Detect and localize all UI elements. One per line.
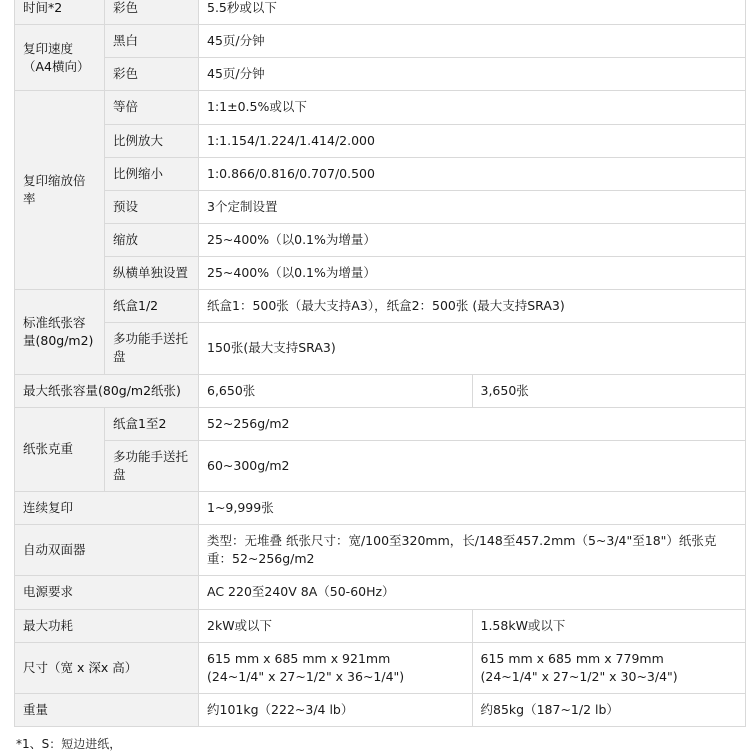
table-row (15, 124, 746, 157)
table-row (15, 693, 746, 726)
row-label-secondary: 彩色 (105, 0, 199, 25)
row-label-primary: 自动双面器 (15, 525, 199, 576)
footnote: *1、S：短边进纸， (16, 737, 122, 751)
row-value: 615 mm x 685 mm x 921mm (24~1/4" x 27~1/2" x 36~1/4") (199, 642, 473, 693)
table-row (15, 576, 746, 609)
row-value: 1:0.866/0.816/0.707/0.500 (199, 157, 746, 190)
row-value-secondary: 1.58kW或以下 (472, 609, 746, 642)
row-value: 25~400%（以0.1%为增量） (199, 257, 746, 290)
row-value-secondary: 约85kg（187~1/2 lb） (472, 693, 746, 726)
row-label-secondary: 预设 (105, 190, 199, 223)
row-value: 1:1±0.5%或以下 (199, 91, 746, 124)
row-label-secondary: 多功能手送托盘 (105, 323, 199, 374)
table-row (15, 440, 746, 491)
row-label-secondary: 等倍 (105, 91, 199, 124)
row-label-primary: 纸张克重 (15, 407, 105, 491)
row-value: 60~300g/m2 (199, 440, 746, 491)
row-label-secondary: 缩放 (105, 223, 199, 256)
row-value: 150张(最大支持SRA3) (199, 323, 746, 374)
table-row (15, 642, 746, 693)
specifications-table (14, 0, 746, 727)
row-value: 6,650张 (199, 374, 473, 407)
row-value: 3个定制设置 (199, 190, 746, 223)
row-value: AC 220至240V 8A（50-60Hz） (199, 576, 746, 609)
row-label-secondary: 纸盒1/2 (105, 290, 199, 323)
row-label-primary: 最大纸张容量(80g/m2纸张) (15, 374, 199, 407)
table-row (15, 157, 746, 190)
table-row (15, 290, 746, 323)
row-value: 45页/分钟 (199, 58, 746, 91)
row-label-secondary: 彩色 (105, 58, 199, 91)
row-value: 1~9,999张 (199, 492, 746, 525)
table-body (15, 0, 746, 727)
row-label-primary: 重量 (15, 693, 199, 726)
row-label-primary: 连续复印 (15, 492, 199, 525)
row-value: 25~400%（以0.1%为增量） (199, 223, 746, 256)
table-row (15, 58, 746, 91)
table-row (15, 525, 746, 576)
table-row (15, 609, 746, 642)
table-row (15, 407, 746, 440)
table-row (15, 91, 746, 124)
row-label-secondary: 多功能手送托盘 (105, 440, 199, 491)
row-value: 1:1.154/1.224/1.414/2.000 (199, 124, 746, 157)
row-label-secondary: 纸盒1至2 (105, 407, 199, 440)
row-label-primary: 标准纸张容 量(80g/m2) (15, 290, 105, 374)
row-label-secondary: 纵横单独设置 (105, 257, 199, 290)
row-label-primary: 电源要求 (15, 576, 199, 609)
row-label-secondary: 比例缩小 (105, 157, 199, 190)
row-label-primary: 尺寸（宽 x 深x 高） (15, 642, 199, 693)
table-row (15, 374, 746, 407)
row-value: 纸盒1：500张（最大支持A3），纸盒2：500张 (最大支持SRA3) (199, 290, 746, 323)
row-value-secondary: 3,650张 (472, 374, 746, 407)
row-label-secondary: 黑白 (105, 25, 199, 58)
table-row (15, 492, 746, 525)
row-label-primary: 复印缩放倍率 (15, 91, 105, 290)
row-value: 类型：无堆叠 纸张尺寸：宽/100至320mm，长/148至457.2mm（5~3/4"至18"）纸张克重：52~256g/m2 (199, 525, 746, 576)
table-row (15, 190, 746, 223)
row-label-primary: 最大功耗 (15, 609, 199, 642)
row-label-secondary: 比例放大 (105, 124, 199, 157)
table-row (15, 25, 746, 58)
row-value: 52~256g/m2 (199, 407, 746, 440)
row-label-primary: 复印速度（A4横向） (15, 25, 105, 91)
table-row (15, 257, 746, 290)
table-row (15, 0, 746, 25)
table-row (15, 323, 746, 374)
row-value: 5.5秒或以下 (199, 0, 746, 25)
row-value-secondary: 615 mm x 685 mm x 779mm (24~1/4" x 27~1/2" x 30~3/4") (472, 642, 746, 693)
row-label-primary: 时间*2 (15, 0, 105, 25)
row-value: 45页/分钟 (199, 25, 746, 58)
table-row (15, 223, 746, 256)
row-value: 2kW或以下 (199, 609, 473, 642)
row-value: 约101kg（222~3/4 lb） (199, 693, 473, 726)
